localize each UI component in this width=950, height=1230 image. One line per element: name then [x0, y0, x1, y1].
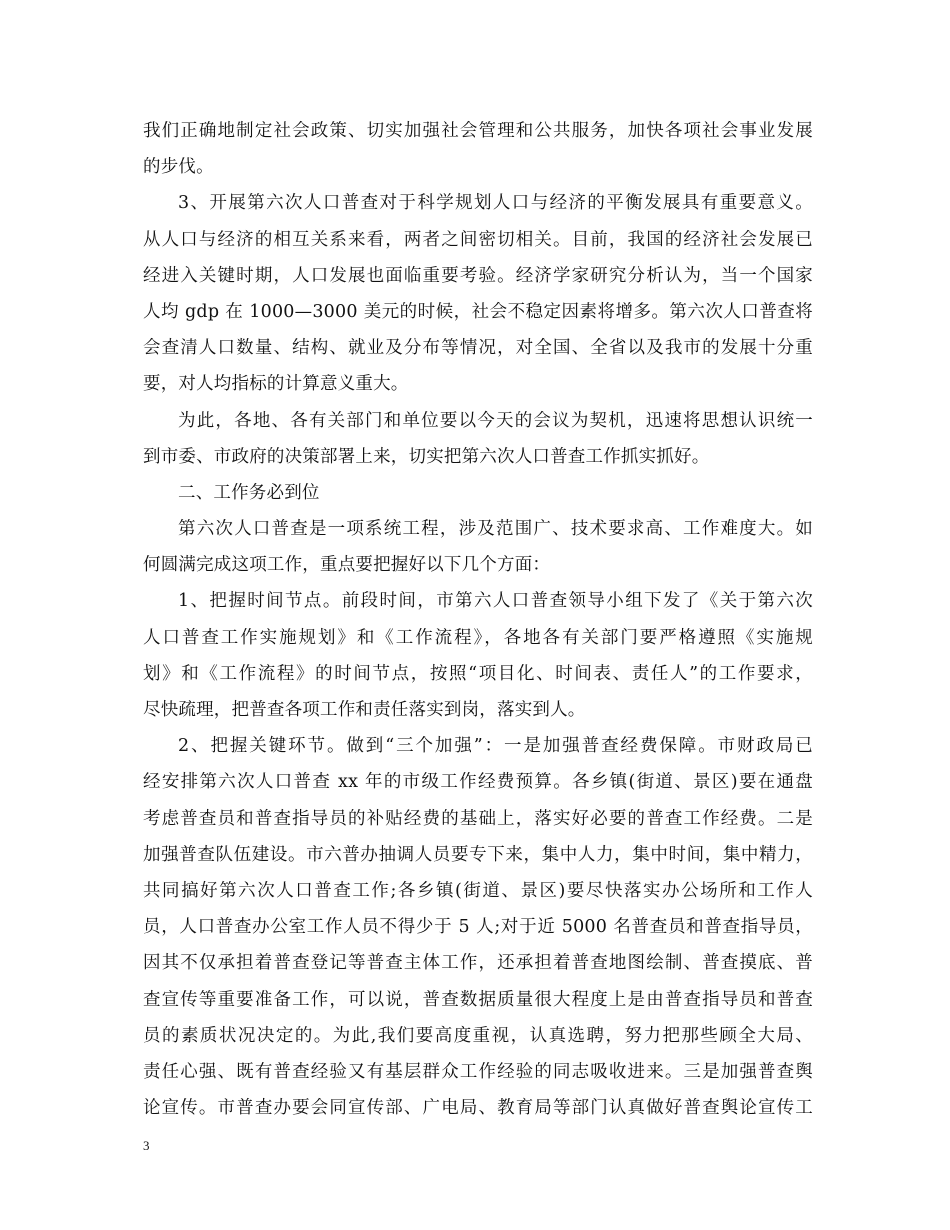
text-line: 员，人口普查办公室工作人员不得少于 5 人;对于近 5000 名普查员和普查指导员，: [143, 917, 813, 938]
text-line: 会查清人口数量、结构、就业及分布等情况，对全国、全省以及我市的发展十分重: [143, 338, 813, 359]
text-line: 1、把握时间节点。前段时间，市第六人口普查领导小组下发了《关于第六次: [178, 591, 813, 612]
text-line: 二、工作务必到位: [178, 482, 320, 503]
text-line: 经安排第六次人口普查 xx 年的市级工作经费预算。各乡镇(街道、景区)要在通盘: [143, 772, 813, 793]
page-number: 3: [143, 1138, 150, 1153]
text-line: 论宣传。市普查办要会同宣传部、广电局、教育局等部门认真做好普查舆论宣传工: [143, 1098, 813, 1119]
text-line: 第六次人口普查是一项系统工程，涉及范围广、技术要求高、工作难度大。如: [178, 519, 813, 540]
text-line: 何圆满完成这项工作，重点要把握好以下几个方面：: [143, 555, 551, 576]
text-line: 因其不仅承担着普查登记等普查主体工作，还承担着普查地图绘制、普查摸底、普: [143, 953, 813, 974]
text-line: 从人口与经济的相互关系来看，两者之间密切相关。目前，我国的经济社会发展已: [143, 229, 813, 250]
text-line: 员的素质状况决定的。为此,我们要高度重视，认真选聘，努力把那些顾全大局、: [143, 1025, 813, 1046]
text-line: 加强普查队伍建设。市六普办抽调人员要专下来，集中人力，集中时间，集中精力，: [143, 844, 813, 865]
body-text: [143, 113, 813, 1126]
text-line: 划》和《工作流程》的时间节点，按照“项目化、时间表、责任人”的工作要求，: [143, 663, 813, 684]
text-line: 共同搞好第六次人口普查工作;各乡镇(街道、景区)要尽快落实办公场所和工作人: [143, 880, 813, 901]
text-line: 人均 gdp 在 1000—3000 美元的时候，社会不稳定因素将增多。第六次人口普查将: [143, 301, 813, 322]
text-line: 尽快疏理，把普查各项工作和责任落实到岗，落实到人。: [143, 700, 586, 720]
text-line: 考虑普查员和普查指导员的补贴经费的基础上，落实好必要的普查工作经费。二是: [143, 808, 813, 829]
text-line: 要，对人均指标的计算意义重大。: [143, 374, 409, 395]
text-line: 到市委、市政府的决策部署上来，切实把第六次人口普查工作抓实抓好。: [143, 446, 710, 467]
text-line: 为此，各地、各有关部门和单位要以今天的会议为契机，迅速将思想认识统一: [178, 410, 813, 431]
text-line: 的步伐。: [143, 157, 214, 178]
text-line: 3、开展第六次人口普查对于科学规划人口与经济的平衡发展具有重要意义。: [178, 193, 813, 214]
text-line: 查宣传等重要准备工作，可以说，普查数据质量很大程度上是由普查指导员和普查: [143, 989, 813, 1010]
text-line: 我们正确地制定社会政策、切实加强社会管理和公共服务，加快各项社会事业发展: [143, 121, 813, 141]
text-line: 经进入关键时期，人口发展也面临重要考验。经济学家研究分析认为，当一个国家: [143, 265, 813, 286]
text-line: 2、把握关键环节。做到“三个加强”：一是加强普查经费保障。市财政局已: [178, 736, 813, 757]
text-line: 人口普查工作实施规划》和《工作流程》，各地各有关部门要严格遵照《实施规: [143, 627, 813, 648]
text-line: 责任心强、既有普查经验又有基层群众工作经验的同志吸收进来。三是加强普查舆: [143, 1061, 813, 1082]
